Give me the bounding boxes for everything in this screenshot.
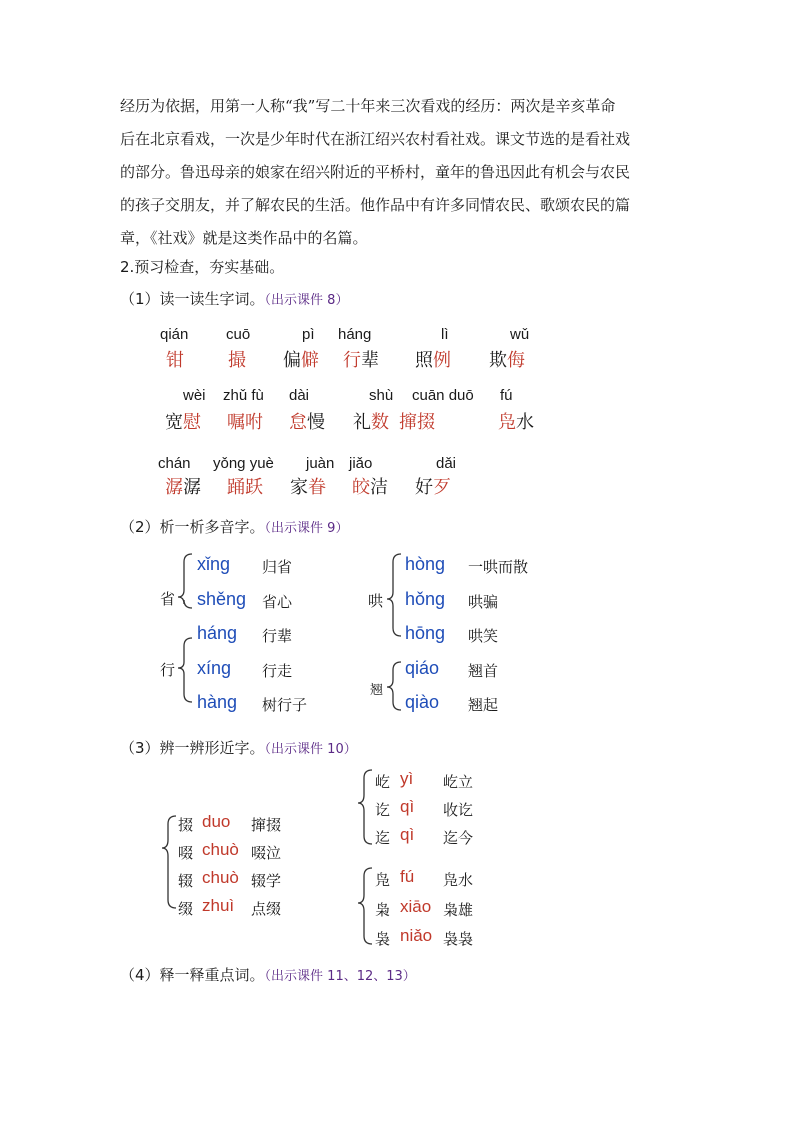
vocab-word-post: 洁	[370, 477, 388, 498]
vocab-pinyin: cuān duō	[412, 387, 474, 404]
polyphone-char: 行	[160, 661, 176, 679]
vocab-word-red: 怠	[289, 412, 307, 433]
vocab-word-pre: 欺	[489, 350, 507, 371]
bracket-hang	[178, 638, 192, 702]
example-word: 一哄而散	[468, 558, 529, 576]
pinyin: qiào	[405, 692, 440, 712]
pinyin: xǐng	[197, 554, 231, 574]
vocab-pinyin: qián	[160, 326, 189, 343]
example-word: 屹立	[443, 773, 474, 791]
vocab-pinyin: fú	[500, 387, 513, 404]
example-word: 行辈	[262, 627, 293, 645]
vocab-word-pre: 偏	[283, 350, 301, 371]
similar-char: 缀	[178, 900, 194, 918]
example-word: 哄骗	[468, 593, 499, 611]
pinyin: qiáo	[405, 658, 440, 678]
vocab-word-red: 慰	[183, 412, 201, 433]
example-word: 树行子	[262, 696, 308, 714]
example-word: 翘首	[468, 662, 499, 680]
similar-char: 辍	[178, 872, 194, 890]
intro-line: 章，《社戏》就是这类作品中的名篇。	[120, 229, 368, 247]
vocab-pinyin: yǒng yuè	[213, 455, 274, 472]
bracket-group-a	[162, 816, 176, 908]
intro-line: 后在北京看戏，一次是少年时代在浙江绍兴农村看社戏。课文节选的是看社戏	[120, 130, 631, 148]
vocab-pinyin: dài	[289, 387, 310, 404]
pinyin: hòng	[405, 554, 446, 574]
similar-char: 讫	[375, 801, 391, 819]
sub1-courseware-note: （出示课件 8）	[264, 293, 349, 308]
sub2-title: （2）析一析多音字。	[120, 518, 265, 536]
vocab-word-red: 僻	[301, 350, 319, 371]
pinyin: xíng	[197, 658, 232, 678]
example-word: 翘起	[468, 696, 499, 714]
pinyin: qì	[400, 825, 415, 844]
example-word: 辍学	[251, 872, 282, 890]
vocab-pinyin: cuō	[226, 326, 251, 343]
pinyin: niǎo	[400, 926, 433, 945]
vocab-word-red: 歹	[433, 477, 451, 498]
example-word: 袅袅	[443, 930, 474, 948]
vocab-word-red: 数	[371, 412, 389, 433]
vocab-word-red: 踊跃	[227, 477, 263, 498]
pinyin: hōng	[405, 623, 446, 643]
pinyin: chuò	[202, 840, 239, 859]
vocab-pinyin: juàn	[306, 455, 335, 472]
similar-char: 屹	[375, 773, 391, 791]
polyphone-char: 省	[160, 590, 176, 608]
sub3-courseware-note: （出示课件 10）	[264, 742, 357, 757]
example-word: 凫水	[443, 871, 474, 889]
intro-line: 经历为依据，用第一人称“我”写二十年来三次看戏的经历：两次是辛亥革命	[120, 97, 616, 115]
sub4-courseware-note: （出示课件 11、12、13）	[264, 969, 416, 984]
bracket-group-c	[358, 868, 372, 944]
example-word: 啜泣	[251, 844, 282, 862]
vocab-word-red: 凫	[498, 412, 516, 433]
vocab-pinyin: wèi	[183, 387, 206, 404]
pinyin: chuò	[202, 868, 239, 887]
vocab-word-red: 例	[433, 350, 451, 371]
vocab-word-red: 撺掇	[399, 412, 435, 433]
vocab-pinyin: wǔ	[510, 326, 530, 343]
vocab-pinyin: dǎi	[436, 455, 457, 472]
pinyin: duo	[202, 812, 231, 831]
vocab-pinyin: zhǔ fù	[223, 387, 264, 404]
vocab-word-red: 侮	[507, 350, 525, 371]
bracket-qiao	[387, 662, 401, 710]
vocab-word-red: 钳	[166, 350, 184, 371]
polyphone-char: 翘	[370, 683, 384, 698]
intro-line: 的孩子交朋友，并了解农民的生活。他作品中有许多同情农民、歌颂农民的篇	[120, 196, 631, 214]
pinyin: fú	[400, 867, 415, 886]
sub4-heading	[120, 964, 416, 985]
vocab-pinyin: shù	[369, 387, 394, 404]
sub3-heading	[120, 737, 357, 758]
vocab-word-pre: 宽	[165, 412, 183, 433]
vocab-word-post: 辈	[361, 350, 379, 371]
sub1-title: （1）读一读生字词。	[120, 290, 265, 308]
vocab-word-pre: 照	[415, 350, 433, 371]
vocab-word-red: 行	[343, 350, 361, 371]
section-2-title: 2.预习检查，夯实基础。	[120, 258, 285, 276]
vocab-pinyin: jiǎo	[349, 455, 373, 472]
example-word: 哄笑	[468, 627, 499, 645]
example-word: 枭雄	[443, 901, 474, 919]
vocab-word-red: 皎	[352, 477, 370, 498]
vocab-word-red: 潺	[165, 477, 183, 498]
similar-char: 凫	[375, 871, 391, 889]
pinyin: zhuì	[202, 896, 235, 915]
similar-char: 啜	[178, 844, 194, 862]
polyphone-char: 哄	[368, 592, 384, 610]
vocab-word-pre: 好	[415, 477, 433, 498]
vocab-pinyin: chán	[158, 455, 191, 472]
pinyin: shěng	[197, 589, 247, 609]
example-word: 迄今	[443, 829, 474, 847]
vocab-word-post: 水	[516, 412, 534, 433]
vocab-word-post: 潺	[183, 477, 201, 498]
example-word: 点缀	[251, 900, 282, 918]
similar-char: 枭	[375, 901, 391, 919]
pinyin: yì	[400, 769, 414, 788]
bracket-xing-sheng	[178, 554, 192, 608]
sub4-title: （4）释一释重点词。	[120, 966, 265, 984]
bracket-hong	[387, 554, 401, 636]
pinyin: háng	[197, 623, 238, 643]
vocab-word-red: 眷	[308, 477, 326, 498]
intro-line: 的部分。鲁迅母亲的娘家在绍兴附近的平桥村，童年的鲁迅因此有机会与农民	[120, 163, 631, 181]
example-word: 归省	[262, 558, 293, 576]
vocab-pinyin: háng	[338, 326, 372, 343]
similar-char: 掇	[178, 816, 194, 834]
bracket-group-b	[358, 770, 372, 844]
pinyin: qì	[400, 797, 415, 816]
pinyin: xiāo	[400, 897, 432, 916]
example-word: 撺掇	[251, 816, 282, 834]
vocab-word-pre: 家	[290, 477, 308, 498]
example-word: 行走	[262, 662, 293, 680]
vocab-pinyin: pì	[302, 326, 315, 343]
sub3-title: （3）辨一辨形近字。	[120, 739, 265, 757]
sub2-courseware-note: （出示课件 9）	[264, 521, 349, 536]
pinyin: hǒng	[405, 589, 446, 609]
vocab-word-red: 撮	[228, 350, 246, 371]
vocab-word-pre: 礼	[353, 412, 371, 433]
pinyin: hàng	[197, 692, 238, 712]
vocab-pinyin: lì	[441, 326, 449, 343]
similar-char: 迄	[375, 829, 391, 847]
vocab-word-red: 嘱咐	[227, 412, 263, 433]
vocab-word-post: 慢	[307, 412, 325, 433]
example-word: 省心	[262, 593, 293, 611]
similar-char: 袅	[375, 930, 391, 948]
example-word: 收讫	[443, 801, 474, 819]
